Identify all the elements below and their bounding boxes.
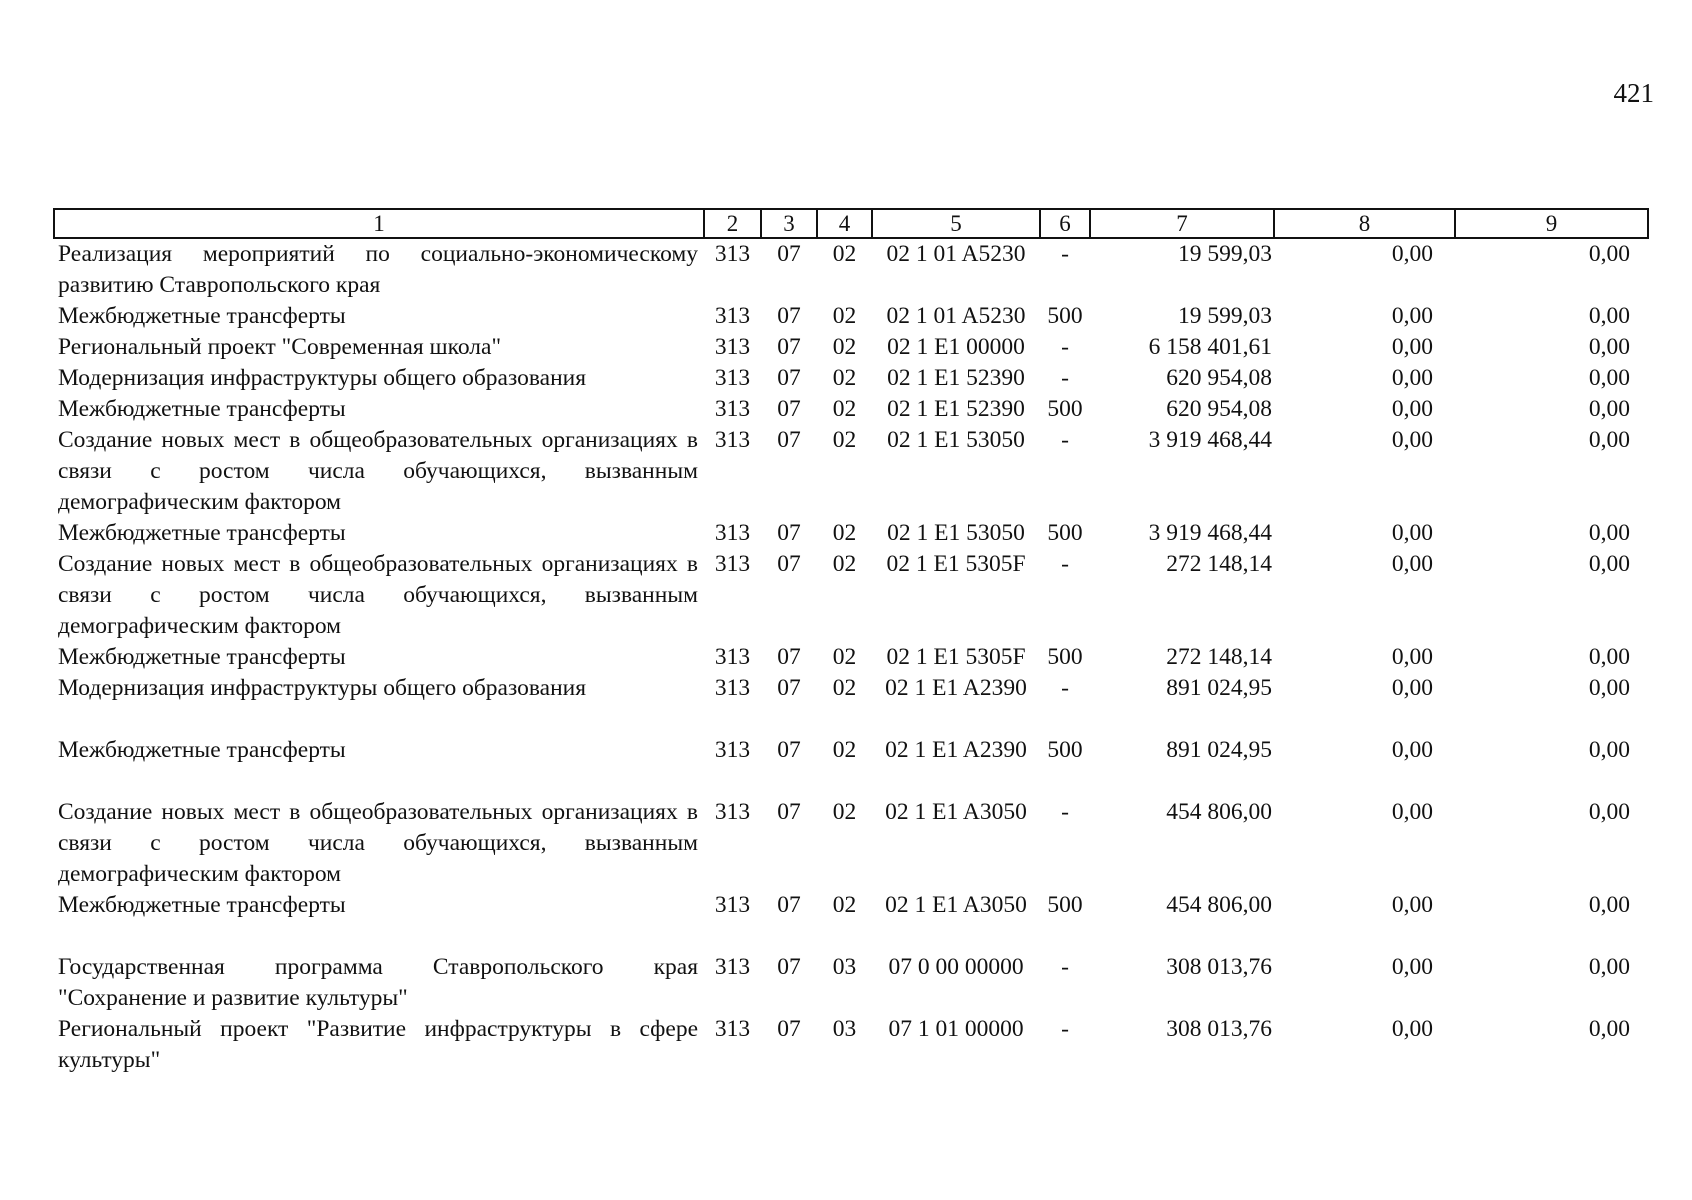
target-article-code: 02 1 E1 5305F bbox=[886, 644, 1026, 670]
expense-type-code: 500 bbox=[1047, 303, 1083, 329]
amount-col9: 0,00 bbox=[1588, 1016, 1630, 1042]
expense-type-code: - bbox=[1061, 551, 1069, 577]
admin-code: 313 bbox=[714, 520, 751, 546]
amount-col7: 3 919 468,44 bbox=[1148, 520, 1272, 546]
section-code: 07 bbox=[777, 396, 801, 422]
expense-type-code: 500 bbox=[1047, 396, 1083, 422]
amount-col9: 0,00 bbox=[1588, 303, 1630, 329]
target-article-code: 02 1 E1 A3050 bbox=[885, 799, 1027, 825]
section-code: 07 bbox=[777, 365, 801, 391]
column-header: 5 bbox=[872, 209, 1040, 238]
target-article-code: 02 1 E1 53050 bbox=[887, 520, 1025, 546]
expense-type-code: - bbox=[1061, 334, 1069, 360]
amount-col7: 620 954,08 bbox=[1166, 365, 1272, 391]
row-name: Государственная программа Ставропольского края "Сохранение и развитие культуры" bbox=[58, 954, 698, 1011]
admin-code: 313 bbox=[714, 303, 751, 329]
amount-col8: 0,00 bbox=[1391, 365, 1433, 391]
subsection-code: 02 bbox=[832, 396, 857, 422]
amount-col8: 0,00 bbox=[1391, 551, 1433, 577]
table-row bbox=[54, 238, 1648, 301]
amount-col9: 0,00 bbox=[1588, 551, 1630, 577]
row-name: Модернизация инфраструктуры общего образования bbox=[58, 675, 587, 701]
target-article-code: 02 1 01 A5230 bbox=[886, 241, 1026, 267]
table-row bbox=[54, 425, 1648, 518]
subsection-code: 02 bbox=[832, 365, 857, 391]
subsection-code: 02 bbox=[832, 799, 857, 825]
section-code: 07 bbox=[777, 334, 801, 360]
table-row bbox=[54, 673, 1648, 735]
row-name: Создание новых мест в общеобразовательных организациях в связи с ростом числа обучающихся, вызванным демографическим фактором bbox=[58, 427, 698, 515]
table-row bbox=[54, 642, 1648, 673]
amount-col8: 0,00 bbox=[1391, 520, 1433, 546]
row-name: Межбюджетные трансферты bbox=[58, 303, 346, 329]
expense-type-code: - bbox=[1061, 365, 1069, 391]
admin-code: 313 bbox=[714, 799, 751, 825]
amount-col7: 6 158 401,61 bbox=[1148, 334, 1272, 360]
section-code: 07 bbox=[777, 1016, 801, 1042]
section-code: 07 bbox=[777, 737, 801, 763]
amount-col7: 272 148,14 bbox=[1166, 551, 1272, 577]
table-row bbox=[54, 394, 1648, 425]
row-name: Межбюджетные трансферты bbox=[58, 396, 346, 422]
amount-col9: 0,00 bbox=[1588, 799, 1630, 825]
amount-col7: 620 954,08 bbox=[1166, 396, 1272, 422]
amount-col8: 0,00 bbox=[1391, 675, 1433, 701]
admin-code: 313 bbox=[714, 427, 751, 453]
section-code: 07 bbox=[777, 520, 801, 546]
row-name: Региональный проект "Развитие инфраструктуры в сфере культуры" bbox=[58, 1016, 698, 1073]
amount-col9: 0,00 bbox=[1588, 954, 1630, 980]
amount-col8: 0,00 bbox=[1391, 954, 1433, 980]
section-code: 07 bbox=[777, 644, 801, 670]
amount-col8: 0,00 bbox=[1391, 799, 1433, 825]
amount-col8: 0,00 bbox=[1391, 334, 1433, 360]
expense-type-code: 500 bbox=[1047, 520, 1083, 546]
table-row bbox=[54, 518, 1648, 549]
expense-type-code: - bbox=[1061, 427, 1069, 453]
amount-col8: 0,00 bbox=[1391, 644, 1433, 670]
admin-code: 313 bbox=[714, 644, 751, 670]
amount-col9: 0,00 bbox=[1588, 675, 1630, 701]
admin-code: 313 bbox=[714, 954, 751, 980]
column-header: 7 bbox=[1090, 209, 1274, 238]
table-row bbox=[54, 797, 1648, 890]
column-header: 9 bbox=[1455, 209, 1648, 238]
admin-code: 313 bbox=[714, 675, 751, 701]
amount-col7: 272 148,14 bbox=[1166, 644, 1272, 670]
amount-col9: 0,00 bbox=[1588, 892, 1630, 918]
table-row bbox=[54, 301, 1648, 332]
expense-type-code: - bbox=[1061, 675, 1069, 701]
subsection-code: 02 bbox=[832, 551, 857, 577]
section-code: 07 bbox=[777, 427, 801, 453]
row-name: Региональный проект "Современная школа" bbox=[58, 334, 502, 360]
admin-code: 313 bbox=[714, 334, 751, 360]
amount-col9: 0,00 bbox=[1588, 334, 1630, 360]
table-row bbox=[54, 363, 1648, 394]
expense-type-code: - bbox=[1061, 241, 1069, 267]
page-number: 421 bbox=[1613, 78, 1654, 108]
subsection-code: 03 bbox=[832, 1016, 857, 1042]
amount-col7: 454 806,00 bbox=[1166, 799, 1272, 825]
table-header-row bbox=[54, 209, 1648, 238]
subsection-code: 02 bbox=[832, 303, 857, 329]
admin-code: 313 bbox=[714, 396, 751, 422]
subsection-code: 02 bbox=[832, 737, 857, 763]
section-code: 07 bbox=[777, 241, 801, 267]
admin-code: 313 bbox=[714, 551, 751, 577]
amount-col9: 0,00 bbox=[1588, 241, 1630, 267]
amount-col9: 0,00 bbox=[1588, 396, 1630, 422]
amount-col9: 0,00 bbox=[1588, 520, 1630, 546]
admin-code: 313 bbox=[714, 1016, 751, 1042]
column-header: 8 bbox=[1274, 209, 1455, 238]
row-name: Создание новых мест в общеобразовательных организациях в связи с ростом числа обучающихся, вызванным демографическим фактором bbox=[58, 799, 698, 887]
row-name: Модернизация инфраструктуры общего образования bbox=[58, 365, 587, 391]
target-article-code: 02 1 E1 52390 bbox=[887, 396, 1025, 422]
expense-type-code: - bbox=[1061, 799, 1069, 825]
amount-col7: 19 599,03 bbox=[1178, 303, 1272, 329]
target-article-code: 02 1 01 A5230 bbox=[886, 303, 1026, 329]
table-row bbox=[54, 735, 1648, 797]
subsection-code: 02 bbox=[832, 675, 857, 701]
amount-col9: 0,00 bbox=[1588, 644, 1630, 670]
subsection-code: 02 bbox=[832, 427, 857, 453]
column-header: 6 bbox=[1040, 209, 1090, 238]
expense-type-code: 500 bbox=[1047, 737, 1083, 763]
amount-col7: 308 013,76 bbox=[1166, 954, 1272, 980]
subsection-code: 03 bbox=[832, 954, 857, 980]
row-name: Межбюджетные трансферты bbox=[58, 644, 346, 670]
amount-col7: 19 599,03 bbox=[1178, 241, 1272, 267]
table-row bbox=[54, 549, 1648, 642]
table-row bbox=[54, 890, 1648, 952]
row-name: Создание новых мест в общеобразовательных организациях в связи с ростом числа обучающихся, вызванным демографическим фактором bbox=[58, 551, 698, 639]
target-article-code: 02 1 E1 5305F bbox=[886, 551, 1026, 577]
target-article-code: 07 1 01 00000 bbox=[888, 1016, 1024, 1042]
expense-type-code: 500 bbox=[1047, 892, 1083, 918]
row-name: Межбюджетные трансферты bbox=[58, 892, 346, 918]
section-code: 07 bbox=[777, 675, 801, 701]
amount-col8: 0,00 bbox=[1391, 427, 1433, 453]
column-header: 3 bbox=[761, 209, 817, 238]
admin-code: 313 bbox=[714, 892, 751, 918]
subsection-code: 02 bbox=[832, 334, 857, 360]
amount-col7: 3 919 468,44 bbox=[1148, 427, 1272, 453]
expense-type-code: - bbox=[1061, 954, 1069, 980]
target-article-code: 02 1 E1 A3050 bbox=[885, 892, 1027, 918]
admin-code: 313 bbox=[714, 365, 751, 391]
subsection-code: 02 bbox=[832, 520, 857, 546]
amount-col9: 0,00 bbox=[1588, 737, 1630, 763]
amount-col8: 0,00 bbox=[1391, 892, 1433, 918]
subsection-code: 02 bbox=[832, 892, 857, 918]
target-article-code: 02 1 E1 A2390 bbox=[885, 737, 1027, 763]
target-article-code: 02 1 E1 00000 bbox=[887, 334, 1025, 360]
subsection-code: 02 bbox=[832, 241, 857, 267]
section-code: 07 bbox=[777, 954, 801, 980]
amount-col9: 0,00 bbox=[1588, 427, 1630, 453]
table-body bbox=[54, 238, 1648, 1076]
amount-col8: 0,00 bbox=[1391, 303, 1433, 329]
amount-col8: 0,00 bbox=[1391, 396, 1433, 422]
column-header: 1 bbox=[54, 209, 704, 238]
target-article-code: 07 0 00 00000 bbox=[888, 954, 1024, 980]
amount-col8: 0,00 bbox=[1391, 737, 1433, 763]
target-article-code: 02 1 E1 A2390 bbox=[885, 675, 1027, 701]
row-name: Межбюджетные трансферты bbox=[58, 520, 346, 546]
admin-code: 313 bbox=[714, 737, 751, 763]
admin-code: 313 bbox=[714, 241, 751, 267]
amount-col8: 0,00 bbox=[1391, 241, 1433, 267]
table-row bbox=[54, 952, 1648, 1014]
target-article-code: 02 1 E1 52390 bbox=[887, 365, 1025, 391]
section-code: 07 bbox=[777, 551, 801, 577]
expense-type-code: - bbox=[1061, 1016, 1069, 1042]
budget-table bbox=[53, 208, 1649, 1076]
row-name: Реализация мероприятий по социально-экономическому развитию Ставропольского края bbox=[58, 241, 698, 298]
amount-col7: 891 024,95 bbox=[1166, 675, 1272, 701]
amount-col9: 0,00 bbox=[1588, 365, 1630, 391]
column-header: 4 bbox=[817, 209, 872, 238]
amount-col7: 308 013,76 bbox=[1166, 1016, 1272, 1042]
table-row bbox=[54, 332, 1648, 363]
section-code: 07 bbox=[777, 892, 801, 918]
target-article-code: 02 1 E1 53050 bbox=[887, 427, 1025, 453]
amount-col7: 891 024,95 bbox=[1166, 737, 1272, 763]
row-name: Межбюджетные трансферты bbox=[58, 737, 346, 763]
section-code: 07 bbox=[777, 799, 801, 825]
section-code: 07 bbox=[777, 303, 801, 329]
column-header: 2 bbox=[704, 209, 761, 238]
amount-col7: 454 806,00 bbox=[1166, 892, 1272, 918]
expense-type-code: 500 bbox=[1047, 644, 1083, 670]
table-row bbox=[54, 1014, 1648, 1076]
amount-col8: 0,00 bbox=[1391, 1016, 1433, 1042]
subsection-code: 02 bbox=[832, 644, 857, 670]
